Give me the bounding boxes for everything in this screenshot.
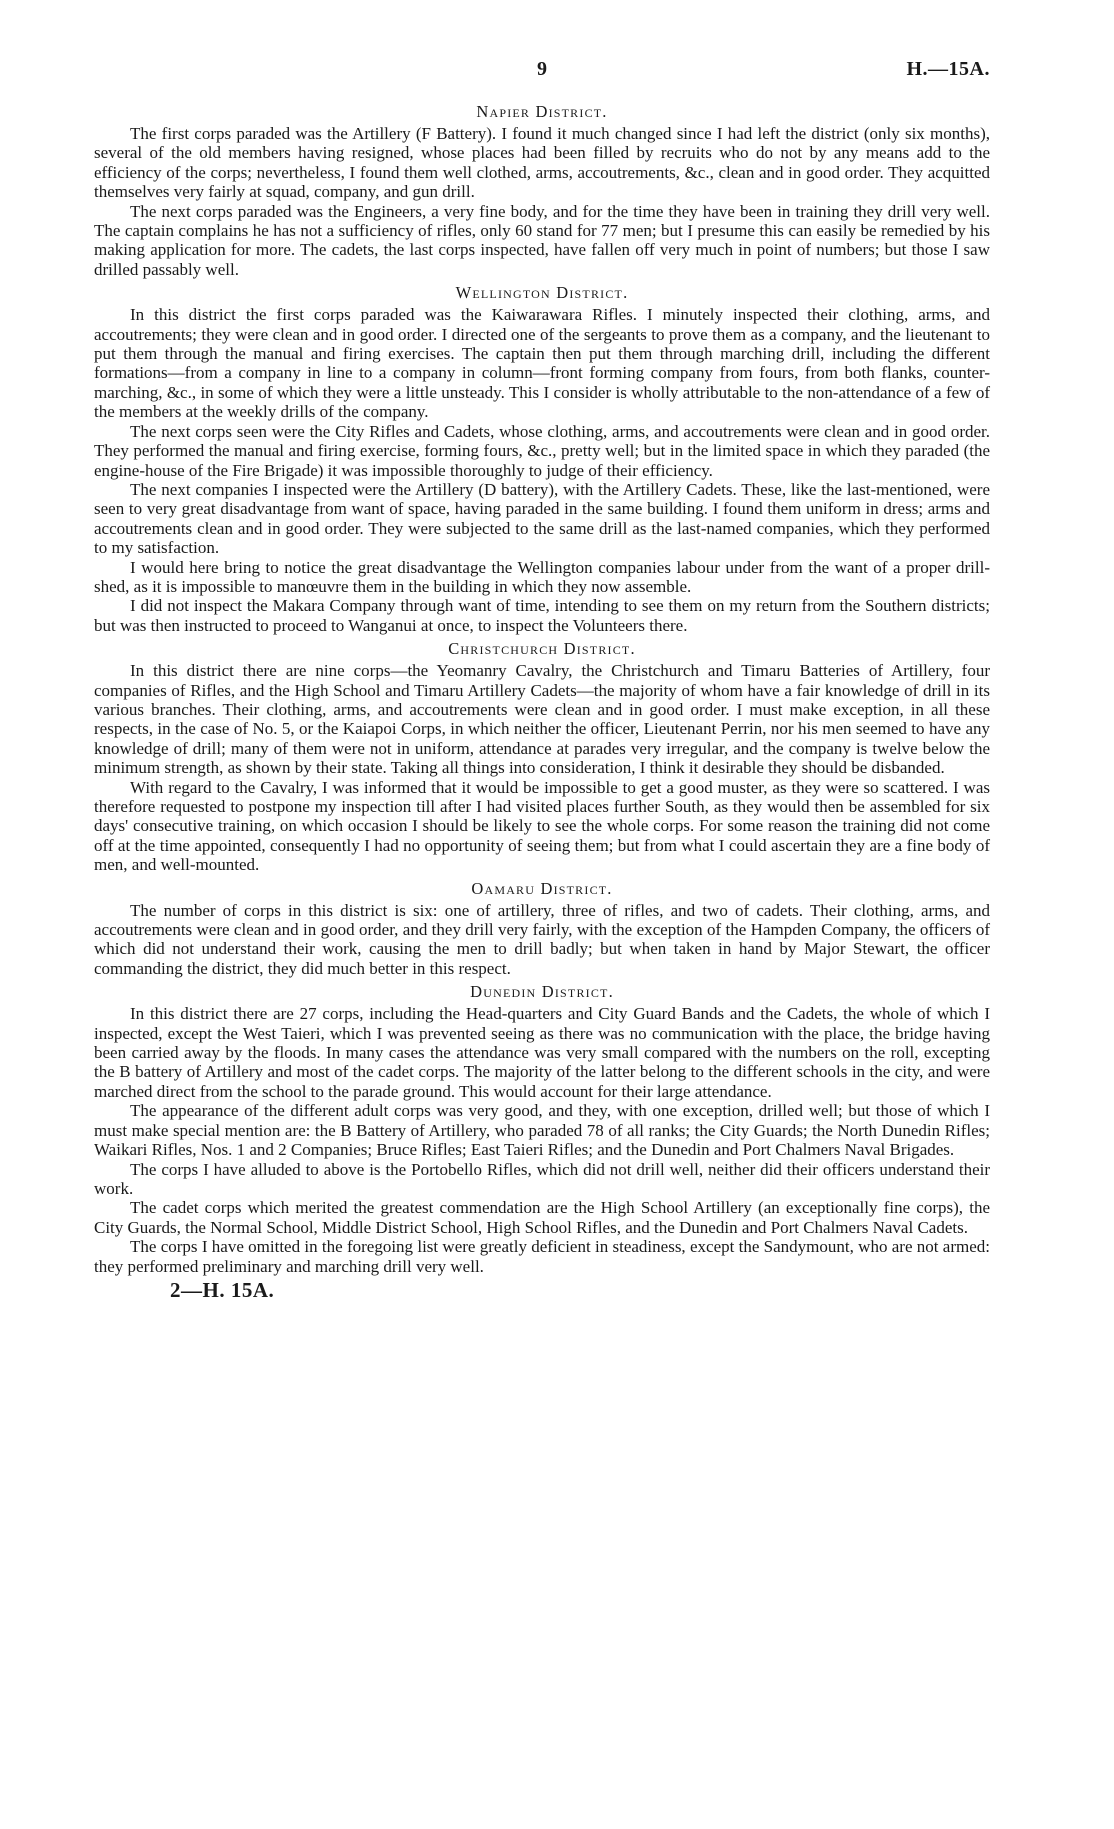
section <box>94 283 990 635</box>
section <box>94 879 990 979</box>
document-body <box>94 102 990 1276</box>
paragraph: I would here bring to notice the great disadvantage the Wellington companies labour under from the want of a proper drill-shed, as it is impossible to manœuvre them in the building in which they now assemble. <box>94 557 990 596</box>
paragraph: The appearance of the different adult corps was very good, and they, with one exception, drilled well; but those of which I must make special mention are: the B Battery of Artillery, who paraded 78 of all ranks; the City Guards; the North Dunedin Rifles; Waikari Rifles, Nos. 1 and 2 Companies; Bruce Rifles; East Taieri Rifles; and the Dunedin and Port Chalmers Naval Brigades. <box>94 1101 990 1160</box>
section-heading: Wellington District. <box>455 283 629 303</box>
section <box>94 639 990 874</box>
paragraph: In this district the first corps paraded was the Kaiwarawara Rifles. I minutely inspected their clothing, arms, and accoutrements; they were clean and in good order. I directed one of the sergeants to prove them as a company, and the lieutenant to put them through the manual and firing exercises. The captain then put them through marching drill, including the different formations—from a company in line to a company in column—front forming company from fours, from both flanks, counter-marching, &c., in some of which they were a little unsteady. This I consider is wholly attributable to the non-attendance of a few of the members at the weekly drills of the company. <box>94 305 990 422</box>
paragraph: The number of corps in this district is six: one of artillery, three of rifles, and two of cadets. Their clothing, arms, and accoutrements were clean and in good order, and they drill very fairly, with the exception of the Hampden Company, the officers of which did not understand their work, causing the men to drill badly; but when taken in hand by Major Stewart, the officer commanding the district, they did much better in this respect. <box>94 900 990 978</box>
paragraph: The next corps paraded was the Engineers, a very fine body, and for the time they have been in training they drill very well. The captain complains he has not a sufficiency of rifles, only 60 stand for 77 men; but I presume this can easily be remedied by his making application for more. The cadets, the last corps inspected, have fallen off very much in point of numbers; but those I saw drilled passably well. <box>94 201 990 279</box>
paragraph: The corps I have omitted in the foregoing list were greatly deficient in steadiness, except the Sandymount, who are not armed: they performed preliminary and marching drill very well. <box>94 1237 990 1276</box>
paragraph: I did not inspect the Makara Company through want of time, intending to see them on my return from the Southern districts; but was then instructed to proceed to Wanganui at once, to inspect the Volunteers there. <box>94 596 990 635</box>
paragraph: The next corps seen were the City Rifles and Cadets, whose clothing, arms, and accoutrements were clean and in good order. They performed the manual and firing exercise, forming fours, &c., pretty well; but in the limited space in which they paraded (the engine-house of the Fire Brigade) it was impossible thoroughly to judge of their efficiency. <box>94 421 990 480</box>
paragraph: The first corps paraded was the Artillery (F Battery). I found it much changed since I had left the district (only six months), several of the old members having resigned, whose places had been filled by recruits who do not by any means add to the efficiency of the corps; nevertheless, I found them well clothed, arms, accoutrements, &c., clean and in good order. They acquitted themselves very fairly at squad, company, and gun drill. <box>94 124 990 202</box>
paragraph: The corps I have alluded to above is the Portobello Rifles, which did not drill well, neither did their officers understand their work. <box>94 1159 990 1198</box>
document-reference: H.—15A. <box>906 58 990 80</box>
paragraph: In this district there are 27 corps, including the Head-quarters and City Guard Bands and the Cadets, the whole of which I inspected, except the West Taieri, which I was prevented seeing as there was no communication with the place, the bridge having been carried away by the floods. In many cases the attendance was very small compared with the numbers on the roll, excepting the B battery of Artillery and most of the cadet corps. The majority of the latter belong to the different schools in the city, and were marched direct from the school to the parade ground. This would account for their large attendance. <box>94 1004 990 1101</box>
section-heading: Napier District. <box>476 102 608 121</box>
sheet-signature: 2—H. 15A. <box>170 1277 275 1302</box>
section-heading: Oamaru District. <box>471 878 613 898</box>
paragraph: In this district there are nine corps—the Yeomanry Cavalry, the Christchurch and Timaru Batteries of Artillery, four companies of Rifles, and the High School and Timaru Artillery Cadets—the majority of whom have a fair knowledge of drill in its various branches. Their clothing, arms, and accoutrements were clean and in good order. I must make exception, in all these respects, in the case of No. 5, or the Kaiapoi Corps, in which neither the officer, Lieutenant Perrin, nor his men seemed to have any knowledge of drill; many of them were not in uniform, attendance at parades very irregular, and the company is twelve below the minimum strength, as shown by their state. Taking all things into consideration, I think it desirable they should be disbanded. <box>94 661 990 778</box>
section <box>94 982 990 1276</box>
page-header <box>94 58 990 98</box>
paragraph: The next companies I inspected were the Artillery (D battery), with the Artillery Cadets. These, like the last-mentioned, were seen to very great disadvantage from want of space, having paraded in the same building. I found them uniform in dress; arms and accoutrements clean and in good order. They were subjected to the same drill as the last-named companies, which they performed to my satisfaction. <box>94 479 990 558</box>
document-page <box>94 58 990 1303</box>
paragraph: The cadet corps which merited the greatest commendation are the High School Artillery (an exceptionally fine corps), the City Guards, the Normal School, Middle District School, High School Rifles, and the Dunedin and Port Chalmers Naval Cadets. <box>94 1198 990 1237</box>
section-heading: Dunedin District. <box>470 982 614 1002</box>
page-number: 9 <box>537 58 547 80</box>
section <box>94 102 990 279</box>
section-heading: Christchurch District. <box>448 639 636 659</box>
paragraph: With regard to the Cavalry, I was informed that it would be impossible to get a good muster, as they were so scattered. I was therefore requested to postpone my inspection till after I had visited places further South, as they would then be assembled for six days' consecutive training, on which occasion I should be likely to see the whole corps. For some reason the training did not come off at the time appointed, consequently I had no opportunity of seeing them; but from what I could ascertain they are a fine body of men, and well-mounted. <box>94 777 990 875</box>
